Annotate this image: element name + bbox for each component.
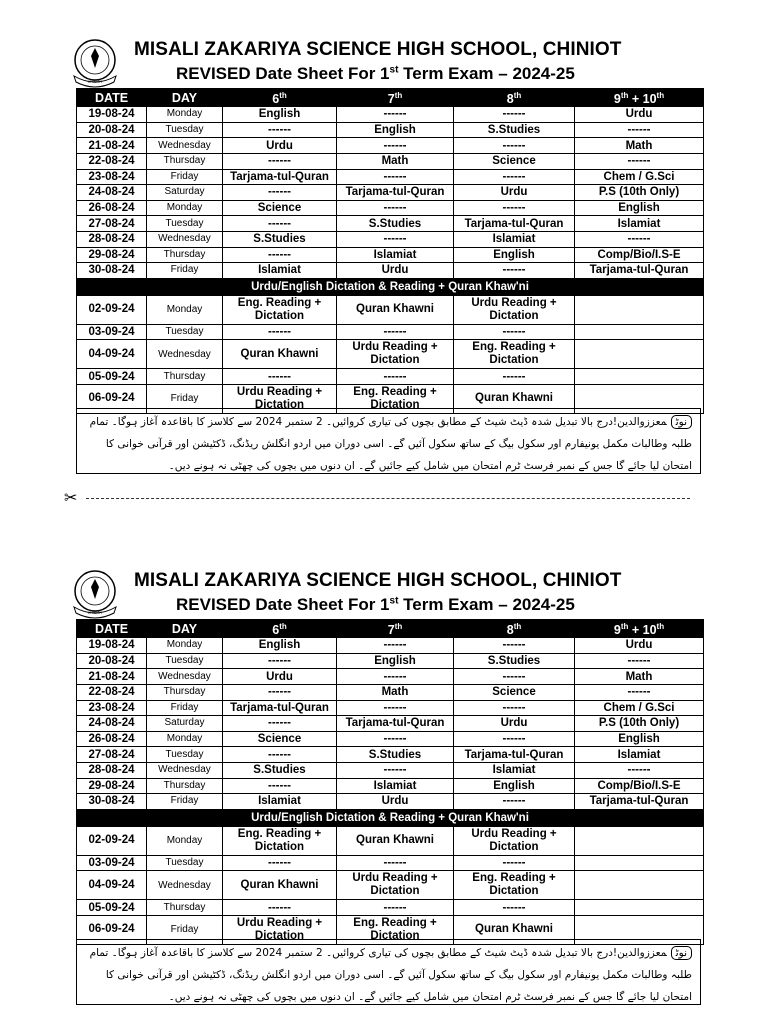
- cell-g6: ------: [223, 247, 337, 263]
- school-logo-icon: [68, 36, 122, 88]
- band-row: [77, 809, 704, 826]
- table-row: [77, 653, 704, 669]
- cell-g7: ------: [337, 200, 454, 216]
- cell-date: 21-08-24: [77, 669, 147, 685]
- header-grade-8: [454, 620, 575, 638]
- cell-g6: ------: [223, 778, 337, 794]
- cell-g7: Quran Khawni: [337, 826, 454, 855]
- grade-number: 6: [272, 623, 280, 638]
- cell-g7: Quran Khawni: [337, 295, 454, 324]
- cell-g6: S.Studies: [223, 231, 337, 247]
- exam-subtitle: REVISED Date Sheet For 1st Term Exam – 2024-25: [176, 595, 575, 614]
- cell-g7: S.Studies: [337, 747, 454, 763]
- cell-g7: Tarjama-tul-Quran: [337, 185, 454, 201]
- cell-g9: English: [575, 200, 704, 216]
- cell-g7: Math: [337, 153, 454, 169]
- cell-day: Wednesday: [147, 871, 223, 900]
- cell-g7: Urdu Reading + Dictation: [337, 871, 454, 900]
- cell-g7: ------: [337, 762, 454, 778]
- cell-g8: Quran Khawni: [454, 915, 575, 944]
- cell-date: 28-08-24: [77, 231, 147, 247]
- cell-g9: English: [575, 731, 704, 747]
- grade-suffix: th: [656, 91, 665, 100]
- cell-g8: ------: [454, 731, 575, 747]
- cell-day: Friday: [147, 169, 223, 185]
- grade-suffix: th: [394, 622, 403, 631]
- cell-g9: [575, 855, 704, 871]
- cell-g9: Math: [575, 138, 704, 154]
- table-row: [77, 169, 704, 185]
- cell-day: Thursday: [147, 369, 223, 385]
- header-day: DAY: [147, 620, 223, 638]
- cell-g7: Eng. Reading + Dictation: [337, 384, 454, 413]
- cell-g6: ------: [223, 153, 337, 169]
- cell-g6: English: [223, 107, 337, 123]
- table-row: [77, 794, 704, 810]
- scissors-icon: ✂: [64, 488, 78, 507]
- header-grade-6: [223, 620, 337, 638]
- cell-g9: Tarjama-tul-Quran: [575, 263, 704, 279]
- cell-g8: Islamiat: [454, 762, 575, 778]
- cell-g7: ------: [337, 900, 454, 916]
- cell-g9: [575, 340, 704, 369]
- table-row: [77, 762, 704, 778]
- date-sheet-table: [76, 88, 704, 414]
- cell-g9: P.S (10th Only): [575, 185, 704, 201]
- cell-g9: Tarjama-tul-Quran: [575, 794, 704, 810]
- cell-date: 05-09-24: [77, 900, 147, 916]
- cell-date: 22-08-24: [77, 684, 147, 700]
- cell-g7: ------: [337, 731, 454, 747]
- cell-g9: Math: [575, 669, 704, 685]
- cell-day: Thursday: [147, 900, 223, 916]
- cell-g9: ------: [575, 762, 704, 778]
- cell-day: Wednesday: [147, 138, 223, 154]
- cell-date: 04-09-24: [77, 340, 147, 369]
- cell-g7: Math: [337, 684, 454, 700]
- cell-g7: Urdu Reading + Dictation: [337, 340, 454, 369]
- cell-date: 26-08-24: [77, 200, 147, 216]
- cell-day: Tuesday: [147, 855, 223, 871]
- table-row: [77, 185, 704, 201]
- cell-day: Friday: [147, 794, 223, 810]
- cell-g8: Tarjama-tul-Quran: [454, 216, 575, 232]
- table-row: [77, 731, 704, 747]
- cell-date: 02-09-24: [77, 826, 147, 855]
- cell-g6: Islamiat: [223, 263, 337, 279]
- table-row: [77, 153, 704, 169]
- cell-g7: Eng. Reading + Dictation: [337, 915, 454, 944]
- cell-day: Thursday: [147, 684, 223, 700]
- cell-g9: Comp/Bio/I.S-E: [575, 247, 704, 263]
- cell-date: 06-09-24: [77, 915, 147, 944]
- cell-g7: Urdu: [337, 263, 454, 279]
- cell-g6: ------: [223, 900, 337, 916]
- grade-suffix: th: [394, 91, 403, 100]
- table-row: [77, 669, 704, 685]
- cell-date: 26-08-24: [77, 731, 147, 747]
- cell-day: Tuesday: [147, 122, 223, 138]
- cell-g6: Quran Khawni: [223, 340, 337, 369]
- table-row: [77, 216, 704, 232]
- cell-g6: Eng. Reading + Dictation: [223, 295, 337, 324]
- cell-date: 24-08-24: [77, 716, 147, 732]
- table-row: [77, 871, 704, 900]
- header-grade-6: [223, 89, 337, 107]
- cell-day: Monday: [147, 295, 223, 324]
- cut-line: [64, 488, 704, 507]
- table-row: [77, 324, 704, 340]
- cell-g8: Urdu: [454, 185, 575, 201]
- table-row: [77, 200, 704, 216]
- cell-day: Wednesday: [147, 762, 223, 778]
- cell-g9: Chem / G.Sci: [575, 700, 704, 716]
- cell-g9: Comp/Bio/I.S-E: [575, 778, 704, 794]
- cell-g9: ------: [575, 122, 704, 138]
- cell-date: 03-09-24: [77, 324, 147, 340]
- cell-g7: ------: [337, 324, 454, 340]
- cell-g8: S.Studies: [454, 122, 575, 138]
- cell-g6: Tarjama-tul-Quran: [223, 700, 337, 716]
- cell-g7: Islamiat: [337, 247, 454, 263]
- cell-day: Tuesday: [147, 324, 223, 340]
- cell-g6: Islamiat: [223, 794, 337, 810]
- cell-date: 05-09-24: [77, 369, 147, 385]
- cell-g6: Urdu Reading + Dictation: [223, 915, 337, 944]
- cell-date: 30-08-24: [77, 794, 147, 810]
- header-day: DAY: [147, 89, 223, 107]
- cell-day: Friday: [147, 915, 223, 944]
- cell-g8: Science: [454, 153, 575, 169]
- cell-g7: S.Studies: [337, 216, 454, 232]
- cell-g6: S.Studies: [223, 762, 337, 778]
- cell-g8: S.Studies: [454, 653, 575, 669]
- cell-g8: Tarjama-tul-Quran: [454, 747, 575, 763]
- cell-g8: ------: [454, 794, 575, 810]
- cell-g8: English: [454, 778, 575, 794]
- cell-g6: ------: [223, 653, 337, 669]
- cell-day: Monday: [147, 200, 223, 216]
- cell-day: Wednesday: [147, 231, 223, 247]
- cell-g9: [575, 826, 704, 855]
- table-row: [77, 638, 704, 654]
- cell-day: Friday: [147, 384, 223, 413]
- grade-number: 9: [613, 623, 621, 638]
- cell-g9: [575, 324, 704, 340]
- cell-g9: [575, 900, 704, 916]
- cell-g9: [575, 871, 704, 900]
- table-row: [77, 107, 704, 123]
- cell-g6: ------: [223, 716, 337, 732]
- table-row: [77, 295, 704, 324]
- cell-date: 20-08-24: [77, 122, 147, 138]
- header-grade-7: [337, 89, 454, 107]
- cell-g7: Islamiat: [337, 778, 454, 794]
- table-row: [77, 900, 704, 916]
- table-row: [77, 684, 704, 700]
- cell-g7: ------: [337, 107, 454, 123]
- grade-number: 8: [506, 623, 514, 638]
- cell-g7: Urdu: [337, 794, 454, 810]
- cell-date: 29-08-24: [77, 778, 147, 794]
- note-text: معززوالدین!درج بالا تبدیل شدہ ڈیٹ شیٹ کے مطابق بچوں کی تیاری کروائیں۔ 2 ستمبر 2024 سے کلاسز کا باقاعدہ آغاز ہوگا۔ تمام طلبہ وطالبات مکمل یونیفارم اور سکول بیگ کے ساتھ سکول آئیں گے۔ اسی دوران میں اردو انگلش ریڈنگ، ڈکٹیشن اور قرآنی خوانی کا امتحان لیا جائے گا جس کے نمبر فرسٹ ٹرم امتحان میں شامل کیے جائیں گے۔ ان دنوں میں بچوں کی چھٹی نہ ہونے دیں۔: [89, 416, 692, 472]
- cell-g8: Eng. Reading + Dictation: [454, 340, 575, 369]
- dashed-divider: [86, 498, 690, 499]
- table-row: [77, 231, 704, 247]
- cell-date: 03-09-24: [77, 855, 147, 871]
- cell-g7: ------: [337, 700, 454, 716]
- cell-g6: Urdu: [223, 669, 337, 685]
- cell-date: 19-08-24: [77, 107, 147, 123]
- cell-date: 02-09-24: [77, 295, 147, 324]
- cell-g9: Urdu: [575, 107, 704, 123]
- cell-g9: P.S (10th Only): [575, 716, 704, 732]
- cell-day: Monday: [147, 826, 223, 855]
- cell-g6: Science: [223, 731, 337, 747]
- cell-g7: English: [337, 653, 454, 669]
- header-grade-8: [454, 89, 575, 107]
- table-row: [77, 747, 704, 763]
- cell-day: Thursday: [147, 247, 223, 263]
- table-header-row: [77, 620, 704, 638]
- cell-g9: Urdu: [575, 638, 704, 654]
- cell-g7: ------: [337, 138, 454, 154]
- cell-date: 19-08-24: [77, 638, 147, 654]
- cell-day: Tuesday: [147, 747, 223, 763]
- exam-subtitle: REVISED Date Sheet For 1st Term Exam – 2024-25: [176, 64, 575, 83]
- cell-g8: ------: [454, 138, 575, 154]
- cell-g8: Urdu Reading + Dictation: [454, 295, 575, 324]
- cell-g8: ------: [454, 169, 575, 185]
- cell-g9: ------: [575, 653, 704, 669]
- cell-g8: Urdu Reading + Dictation: [454, 826, 575, 855]
- cell-g6: Tarjama-tul-Quran: [223, 169, 337, 185]
- header-grade-9-10: [575, 620, 704, 638]
- urdu-note: [76, 939, 701, 1005]
- svg-text:CHINIOT: CHINIOT: [87, 80, 103, 84]
- cell-date: 28-08-24: [77, 762, 147, 778]
- cell-g9: Chem / G.Sci: [575, 169, 704, 185]
- cell-g6: Science: [223, 200, 337, 216]
- cell-date: 30-08-24: [77, 263, 147, 279]
- grade-suffix: th: [279, 91, 287, 100]
- band-title: Urdu/English Dictation & Reading + Quran Khaw'ni: [77, 278, 704, 295]
- table-row: [77, 138, 704, 154]
- cell-g6: ------: [223, 122, 337, 138]
- band-title: Urdu/English Dictation & Reading + Quran Khaw'ni: [77, 809, 704, 826]
- grade-number: + 10: [628, 92, 657, 107]
- cell-day: Monday: [147, 731, 223, 747]
- grade-number: 7: [387, 92, 395, 107]
- cell-g8: ------: [454, 855, 575, 871]
- cell-g6: Urdu: [223, 138, 337, 154]
- note-tag: نوٹ: [671, 946, 692, 960]
- grade-number: 9: [613, 92, 621, 107]
- date-sheet-table: [76, 619, 704, 945]
- table-row: [77, 716, 704, 732]
- band-row: [77, 278, 704, 295]
- table-row: [77, 855, 704, 871]
- cell-g6: Eng. Reading + Dictation: [223, 826, 337, 855]
- cell-day: Tuesday: [147, 216, 223, 232]
- grade-suffix: th: [513, 622, 522, 631]
- cell-day: Monday: [147, 638, 223, 654]
- grade-suffix: th: [620, 622, 629, 631]
- cell-g7: ------: [337, 169, 454, 185]
- cell-g9: [575, 369, 704, 385]
- cell-g9: Islamiat: [575, 216, 704, 232]
- cell-date: 27-08-24: [77, 747, 147, 763]
- cell-date: 23-08-24: [77, 169, 147, 185]
- header: [68, 565, 708, 619]
- cell-g8: ------: [454, 200, 575, 216]
- cell-day: Friday: [147, 263, 223, 279]
- cell-g7: ------: [337, 369, 454, 385]
- cell-g9: [575, 295, 704, 324]
- table-row: [77, 263, 704, 279]
- cell-day: Thursday: [147, 153, 223, 169]
- grade-suffix: th: [620, 91, 629, 100]
- table-row: [77, 826, 704, 855]
- header: [68, 34, 708, 88]
- cell-day: Tuesday: [147, 653, 223, 669]
- cell-day: Saturday: [147, 716, 223, 732]
- cell-day: Wednesday: [147, 669, 223, 685]
- cell-g7: English: [337, 122, 454, 138]
- cell-g8: English: [454, 247, 575, 263]
- cell-g9: ------: [575, 153, 704, 169]
- school-name: MISALI ZAKARIYA SCIENCE HIGH SCHOOL, CHINIOT: [134, 570, 622, 591]
- cell-g6: ------: [223, 216, 337, 232]
- table-header-row: [77, 89, 704, 107]
- cell-g6: ------: [223, 747, 337, 763]
- cell-g8: Islamiat: [454, 231, 575, 247]
- cell-day: Friday: [147, 700, 223, 716]
- school-logo-icon: [68, 567, 122, 619]
- cell-day: Wednesday: [147, 340, 223, 369]
- cell-g7: Tarjama-tul-Quran: [337, 716, 454, 732]
- cell-day: Monday: [147, 107, 223, 123]
- cell-g6: Quran Khawni: [223, 871, 337, 900]
- grade-number: + 10: [628, 623, 657, 638]
- cell-date: 20-08-24: [77, 653, 147, 669]
- cell-g6: English: [223, 638, 337, 654]
- header-grade-9-10: [575, 89, 704, 107]
- school-name: MISALI ZAKARIYA SCIENCE HIGH SCHOOL, CHINIOT: [134, 39, 622, 60]
- cell-g8: Urdu: [454, 716, 575, 732]
- cell-g6: ------: [223, 369, 337, 385]
- note-text: معززوالدین!درج بالا تبدیل شدہ ڈیٹ شیٹ کے مطابق بچوں کی تیاری کروائیں۔ 2 ستمبر 2024 سے کلاسز کا باقاعدہ آغاز ہوگا۔ تمام طلبہ وطالبات مکمل یونیفارم اور سکول بیگ کے ساتھ سکول آئیں گے۔ اسی دوران میں اردو انگلش ریڈنگ، ڈکٹیشن اور قرآنی خوانی کا امتحان لیا جائے گا جس کے نمبر فرسٹ ٹرم امتحان میں شامل کیے جائیں گے۔ ان دنوں میں بچوں کی چھٹی نہ ہونے دیں۔: [89, 947, 692, 1003]
- cell-g6: ------: [223, 185, 337, 201]
- cell-g7: ------: [337, 638, 454, 654]
- cell-g9: ------: [575, 231, 704, 247]
- cell-g8: ------: [454, 263, 575, 279]
- cell-date: 22-08-24: [77, 153, 147, 169]
- grade-suffix: th: [513, 91, 522, 100]
- cell-g8: ------: [454, 700, 575, 716]
- cell-g7: ------: [337, 669, 454, 685]
- cell-date: 24-08-24: [77, 185, 147, 201]
- cell-day: Thursday: [147, 778, 223, 794]
- cell-date: 21-08-24: [77, 138, 147, 154]
- cell-g8: ------: [454, 900, 575, 916]
- cell-g6: ------: [223, 684, 337, 700]
- header-grade-7: [337, 620, 454, 638]
- cell-g6: Urdu Reading + Dictation: [223, 384, 337, 413]
- cell-g9: Islamiat: [575, 747, 704, 763]
- cell-g8: ------: [454, 638, 575, 654]
- cell-g6: ------: [223, 855, 337, 871]
- cell-date: 27-08-24: [77, 216, 147, 232]
- grade-number: 8: [506, 92, 514, 107]
- cell-g8: ------: [454, 107, 575, 123]
- table-row: [77, 122, 704, 138]
- table-row: [77, 247, 704, 263]
- cell-g8: ------: [454, 324, 575, 340]
- header-date: DATE: [77, 89, 147, 107]
- grade-number: 6: [272, 92, 280, 107]
- cell-g8: Quran Khawni: [454, 384, 575, 413]
- cell-g8: ------: [454, 369, 575, 385]
- grade-suffix: th: [656, 622, 665, 631]
- table-row: [77, 778, 704, 794]
- cell-g8: ------: [454, 669, 575, 685]
- cell-date: 04-09-24: [77, 871, 147, 900]
- cell-g7: ------: [337, 855, 454, 871]
- note-tag: نوٹ: [671, 415, 692, 429]
- cell-date: 23-08-24: [77, 700, 147, 716]
- header-date: DATE: [77, 620, 147, 638]
- cell-g6: ------: [223, 324, 337, 340]
- cell-g8: Eng. Reading + Dictation: [454, 871, 575, 900]
- cell-g7: ------: [337, 231, 454, 247]
- cell-date: 06-09-24: [77, 384, 147, 413]
- grade-number: 7: [387, 623, 395, 638]
- table-row: [77, 700, 704, 716]
- table-row: [77, 340, 704, 369]
- cell-date: 29-08-24: [77, 247, 147, 263]
- urdu-note: [76, 408, 701, 474]
- grade-suffix: th: [279, 622, 287, 631]
- table-row: [77, 369, 704, 385]
- cell-day: Saturday: [147, 185, 223, 201]
- cell-g8: Science: [454, 684, 575, 700]
- svg-text:CHINIOT: CHINIOT: [87, 611, 103, 615]
- cell-g9: ------: [575, 684, 704, 700]
